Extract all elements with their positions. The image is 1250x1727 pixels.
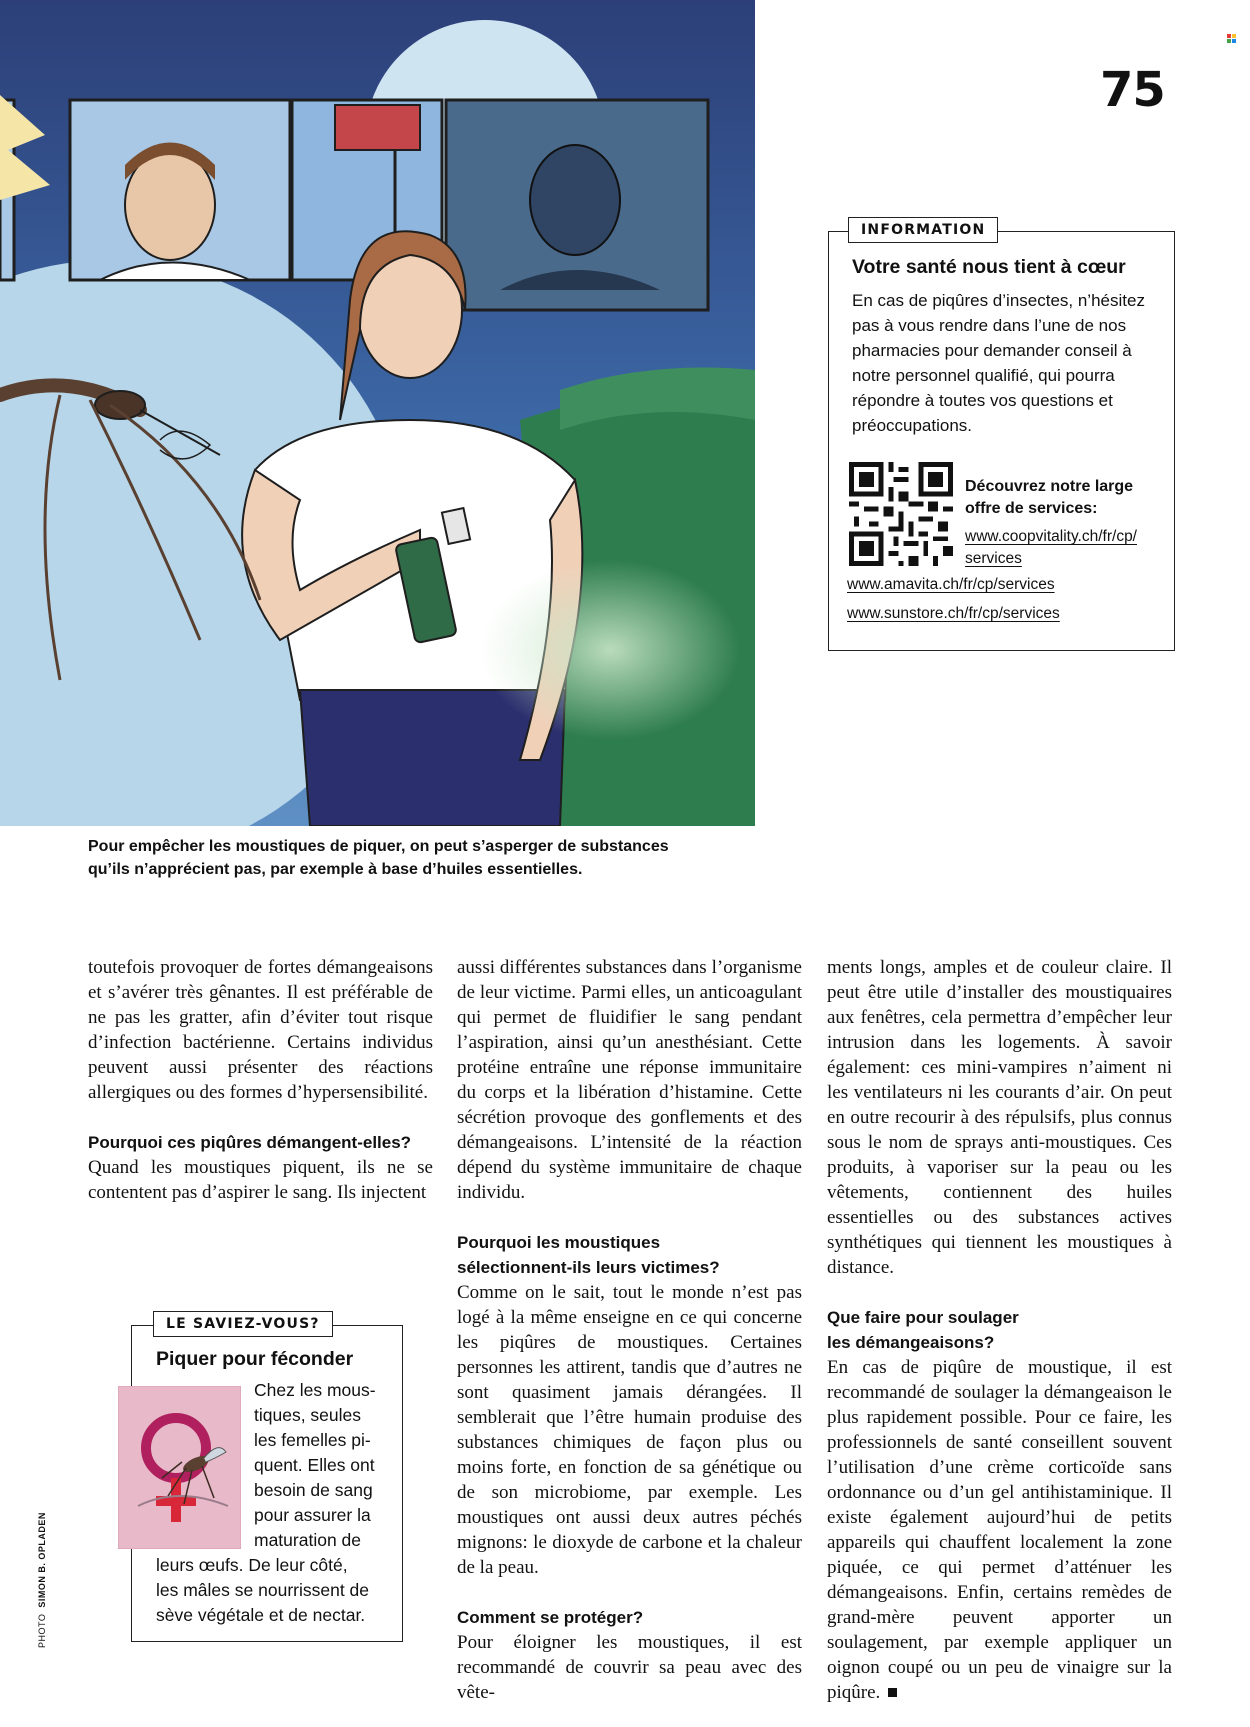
information-tag: INFORMATION <box>848 217 998 243</box>
col1-paragraph-2: Quand les moustiques piquent, ils ne se contentent pas d’aspirer le sang. Ils injectent <box>88 1157 433 1203</box>
col2-heading-1-line-2: sélectionnent-ils leurs victimes? <box>457 1258 720 1277</box>
col2-paragraph-1: aussi différentes substances dans l’organisme de leur victime. Parmi elles, un anticoagulant qui permet de fluidifier le sang pendant l’aspiration, ainsi qu’un anesthésiant. Cette protéine entraîne une réponse immunitaire du corps et la libération d’histamine. Cette sécrétion provoque des gonflements et des démangeaisons. L’intensité de la réaction dépend du système immunitaire de chaque individu. <box>457 957 802 1203</box>
services-intro: Découvrez notre large offre de services: <box>965 478 1134 517</box>
col2-heading-2: Comment se protéger? <box>457 1608 644 1627</box>
col3-paragraph-2-text: En cas de piqûre de moustique, il est recommandé de soulager la démangeaison le plus rapidement possible. Pour ce faire, les professionnels de santé conseillent souvent l’utilisation d’une crème corticoïde sans ordonnance ou d’un gel antihistaminique. Il existe également aujourd’hui de petits appareils qui chauffent localement la zone piquée, ce qui permet d’atténuer les démangeaisons. Enfin, certains remèdes de grand-mère peuvent apporter un soulagement, par exemple appliquer un oignon coupé ou un peu de vinaigre sur la piqûre. <box>827 1357 1172 1703</box>
col3-heading-line-2: les démangeaisons? <box>827 1333 995 1352</box>
know-line-5: besoin de sang <box>254 1480 373 1500</box>
col1-heading: Pourquoi ces piqûres démangent-elles? <box>88 1133 412 1152</box>
image-caption <box>88 835 708 881</box>
know-line-1: Chez les mous- <box>254 1380 376 1400</box>
page-number: 75 <box>1100 62 1165 118</box>
know-line-8: leurs œufs. De leur côté, <box>156 1555 348 1575</box>
know-line-9: les mâles se nourrissent de <box>156 1580 370 1600</box>
col3-heading <box>827 1305 1172 1355</box>
photo-credit <box>37 1512 47 1648</box>
col2-paragraph-3: Pour éloigner les moustiques, il est recommandé de couvrir sa peau avec des vête- <box>457 1632 802 1703</box>
did-you-know-title: Piquer pour féconder <box>156 1348 354 1370</box>
did-you-know-box <box>131 1316 403 1642</box>
coopvitality-link[interactable]: www.coopvitality.ch/fr/cp/ <box>965 528 1137 545</box>
col2-paragraph-2: Comme on le sait, tout le monde n’est pas logé à la même enseigne en ce qui concerne les piqûres de moustiques. Certaines personnes les attirent, tandis que d’autres ne sont quasiment jamais dérangées. Il semblerait que l’être humain produise des substances chimiques de façon plus ou moins forte, en fonction de sa génétique ou de son microbiome, par exemple. Les moustiques ont aussi deux autres péchés mignons: le dioxyde de carbone et la chaleur de la peau. <box>457 1282 802 1578</box>
col3-paragraph-1: ments longs, amples et de couleur claire. Il peut être utile d’installer des moustiquaires aux fenêtres, cela permettra d’empêcher leur intrusion dans les logements. À savoir également: ces mini-vampires n’aiment ni les ventilateurs ni les courants d’air. On peut en outre recourir à des répulsifs, plus connus sous le nom de sprays anti-moustiques. Ces produits, à vaporiser sur la peau ou les vêtements, contiennent des huiles essentielles ou des substances actives synthétiques qui tiennent les moustiques à distance. <box>827 957 1172 1278</box>
know-line-3: les femelles pi- <box>254 1430 371 1450</box>
col3-paragraph-2 <box>827 1355 1172 1705</box>
qr-code-icon[interactable] <box>849 462 953 566</box>
coopvitality-link-continued[interactable]: services <box>965 550 1022 567</box>
article-column-1 <box>88 955 433 1205</box>
col3-heading-line-1: Que faire pour soulager <box>827 1308 1019 1327</box>
caption-line-2: qu’ils n’apprécient pas, par exemple à base d’huiles essentielles. <box>88 861 583 878</box>
know-line-6: pour assurer la <box>254 1505 371 1525</box>
know-line-4: quent. Elles ont <box>254 1455 375 1475</box>
know-line-10: sève végétale et de nectar. <box>156 1605 366 1625</box>
sunstore-link[interactable]: www.sunstore.ch/fr/cp/services <box>847 605 1060 622</box>
mosquito-spray-illustration <box>0 0 755 826</box>
col2-heading-1 <box>457 1230 802 1280</box>
did-you-know-text <box>156 1378 391 1628</box>
photo-credit-name: SIMON B. OPLADEN <box>37 1512 47 1608</box>
information-text: En cas de piqûres d’insectes, n’hésitez pas à vous rendre dans l’une de nos pharmacies pour demander conseil à notre personnel qualifié, qui pourra répondre à toutes vos questions et préoccupations. <box>852 291 1145 435</box>
col1-paragraph-1: toutefois provoquer de fortes démangeaisons et s’avérer très gênantes. Il est préférable de ne pas les gratter, afin d’éviter tout risque d’infection bactérienne. Certains individus peuvent aussi présenter des réactions allergiques ou des formes d’hypersensibilité. <box>88 957 433 1103</box>
information-box <box>828 222 1175 651</box>
did-you-know-tag: LE SAVIEZ-VOUS? <box>153 1311 333 1337</box>
amavita-link[interactable]: www.amavita.ch/fr/cp/services <box>847 576 1055 593</box>
corner-logo-icon <box>1227 34 1236 43</box>
know-line-2: tiques, seules <box>254 1405 362 1425</box>
article-column-3 <box>827 955 1172 1705</box>
end-of-article-icon <box>888 1688 897 1697</box>
caption-line-1: Pour empêcher les moustiques de piquer, on peut s’asperger de substances <box>88 838 669 855</box>
article-column-2 <box>457 955 802 1705</box>
illustration <box>0 0 755 826</box>
know-line-7: maturation de <box>254 1530 362 1550</box>
photo-credit-label: PHOTO <box>37 1613 47 1648</box>
col2-heading-1-line-1: Pourquoi les moustiques <box>457 1233 661 1252</box>
information-title: Votre santé nous tient à cœur <box>852 256 1126 278</box>
